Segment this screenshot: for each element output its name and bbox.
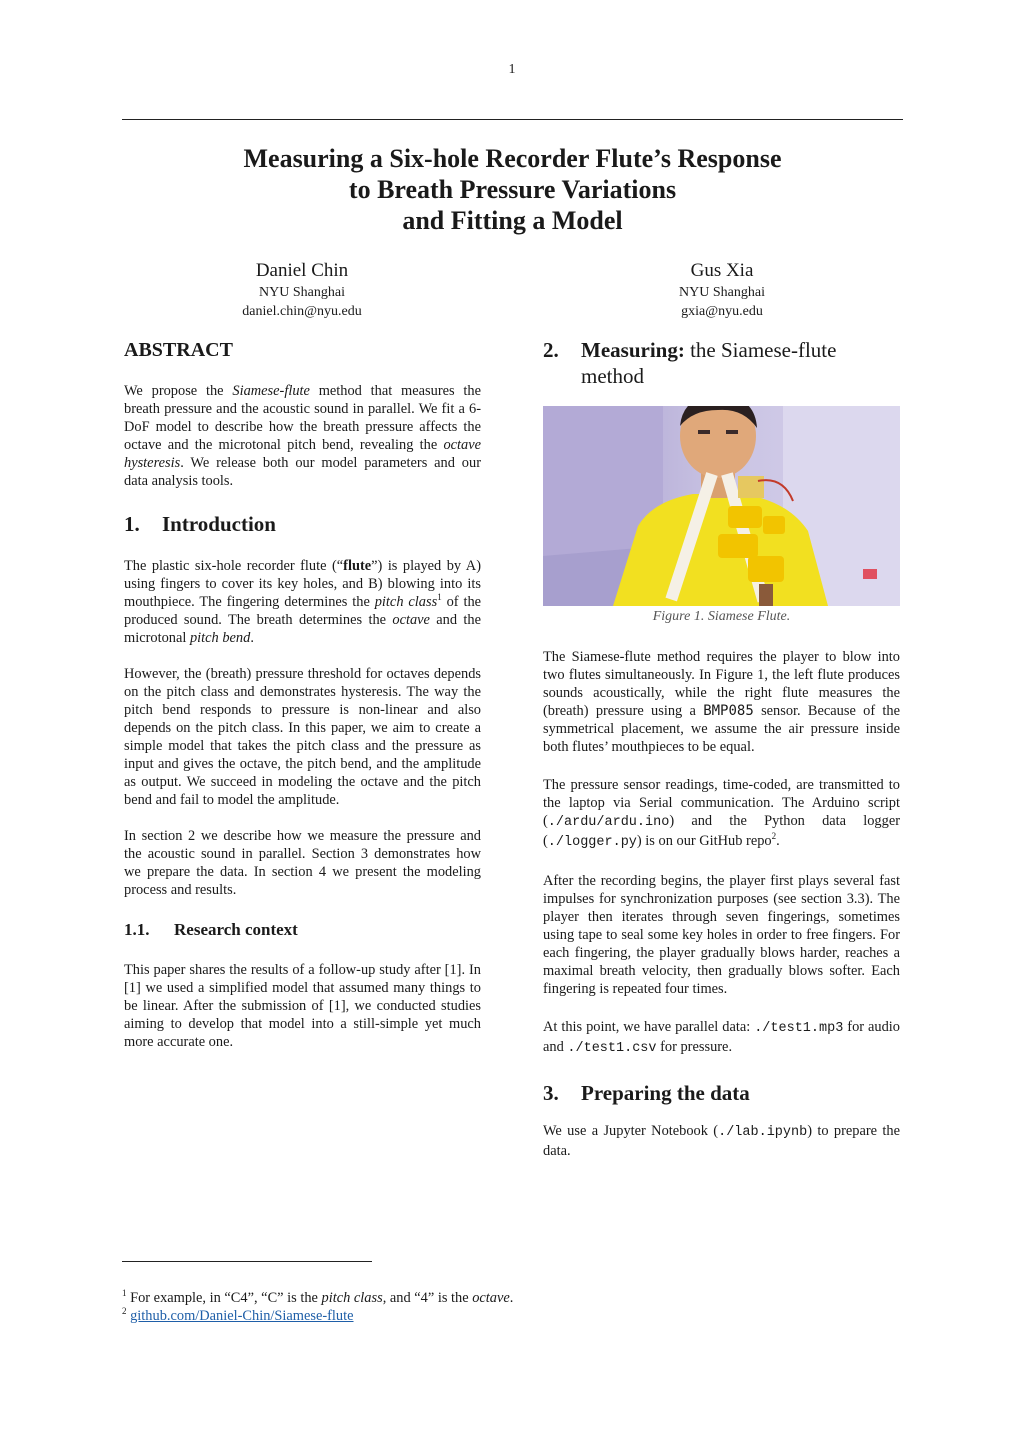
footnote-mark: 1	[437, 592, 442, 603]
footnote: $^2$ github.com/Daniel-Chin/Siamese-flute	[122, 1306, 354, 1324]
intro-paragraph: In section 2 we describe how we measure the pressure and the acoustic sound in parallel. Section 3 demonstrates how we prepare the data. In section 4 we present the modeling process and results.	[124, 828, 481, 898]
author-affiliation: NYU Shanghai	[679, 285, 765, 300]
preparing-paragraph: We use a Jupyter Notebook (./lab.ipynb) to prepare the data.	[543, 1123, 900, 1159]
github-link[interactable]: github.com/Daniel-Chin/Siamese-flute	[130, 1308, 354, 1324]
section-heading-preparing: 3. Preparing the data	[543, 1081, 750, 1105]
abstract-heading: ABSTRACT	[124, 339, 233, 361]
page-number: 1	[508, 62, 516, 77]
footnote-rule	[122, 1261, 372, 1262]
figure-siamese-flute-photo	[543, 406, 900, 606]
measuring-paragraph: The Siamese-flute method requires the player to blow into two flutes simultaneously. In Figure 1, the left flute produces sounds acoustically, while the right flute measures the (breath) pressure using a BMP085 sensor. Because of the symmetrical placement, we assume the air pressure inside both flutes’ mouthpieces to be equal.	[543, 649, 900, 755]
intro-paragraph: However, the (breath) pressure threshold for octaves depends on the pitch class and demonstrates hysteresis. The way the pitch bend responds to pressure is non-linear and also depends on the pitch class. In this paper, we aim to create a simple model that takes the pitch class and the pressure as input and gives the octave, the pitch bend, and the amplitude as output. We succeed in modeling the octave and the pitch bend and fail to model the amplitude.	[124, 666, 481, 808]
right-column	[543, 337, 900, 389]
title-line: to Breath Pressure Variations	[348, 175, 677, 204]
title-line: and Fitting a Model	[402, 206, 623, 235]
intro-paragraph: The plastic six-hole recorder flute (“flute”) is played by A) using fingers to cover its key holes, and B) blowing into its mouthpiece. The fingering determines the pitch class$^1$ of the produced sound. The breath determines the octave and the microtonal pitch bend.	[124, 558, 482, 646]
top-rule	[122, 119, 903, 120]
subsection-heading-research-context: 1.1. Research context	[124, 920, 298, 939]
measuring-paragraph: The pressure sensor readings, time-coded, are transmitted to the laptop via Serial communication. The Arduino script (./ardu/ardu.ino) and the Python data logger (./logger.py) is on our GitHub repo$^2$.	[543, 777, 900, 850]
paper-title	[122, 143, 903, 236]
section-heading-measuring: 2. Measuring: the Siamese-flute method	[543, 338, 837, 388]
measuring-paragraph: After the recording begins, the player first plays several fast impulses for synchronization purposes (see section 3.3). The player then iterates through seven fingerings, sometimes using tape to seal some key holes in order to free fingers. For each fingering, the player gradually blows harder, reaches a maximal breath velocity, then gradually blows softer. Each fingering is repeated four times.	[543, 873, 900, 997]
footnote-mark: 2	[771, 831, 777, 842]
section-heading-introduction: 1. Introduction	[124, 512, 276, 536]
abstract-text: We propose the Siamese-flute method that measures the breath pressure and the acoustic sound in parallel. We fit a 6-DoF model to describe how the breath pressure affects the octave and the microtonal pitch bend, revealing the octave hysteresis. We release both our model parameters and our data analysis tools.	[124, 383, 481, 489]
figure-caption: Figure 1. Siamese Flute.	[652, 609, 791, 624]
title-line: Measuring a Six-hole Recorder Flute’s Response	[243, 144, 782, 173]
footnotes	[122, 1289, 513, 1325]
research-context-paragraph: This paper shares the results of a follow-up study after [1]. In [1] we used a simplified model that assumed many things to be linear. After the submission of [1], we conducted studies aiming to develop that model into a still-simple yet much more accurate one.	[124, 962, 481, 1050]
author-email[interactable]: daniel.chin@nyu.edu	[242, 304, 362, 319]
footnote: $^1$ For example, in “C4”, “C” is the pitch class, and “4” is the octave.	[122, 1288, 514, 1306]
author-block	[592, 259, 852, 321]
measuring-paragraph: At this point, we have parallel data: ./test1.mp3 for audio and ./test1.csv for pressure.	[543, 1019, 900, 1056]
author-affiliation: NYU Shanghai	[259, 285, 345, 300]
left-column	[124, 337, 481, 1051]
author-email[interactable]: gxia@nyu.edu	[681, 304, 763, 319]
author-block	[172, 259, 432, 321]
author-name: Gus Xia	[690, 260, 754, 281]
author-name: Daniel Chin	[255, 260, 349, 281]
right-column-continued	[543, 608, 900, 1160]
